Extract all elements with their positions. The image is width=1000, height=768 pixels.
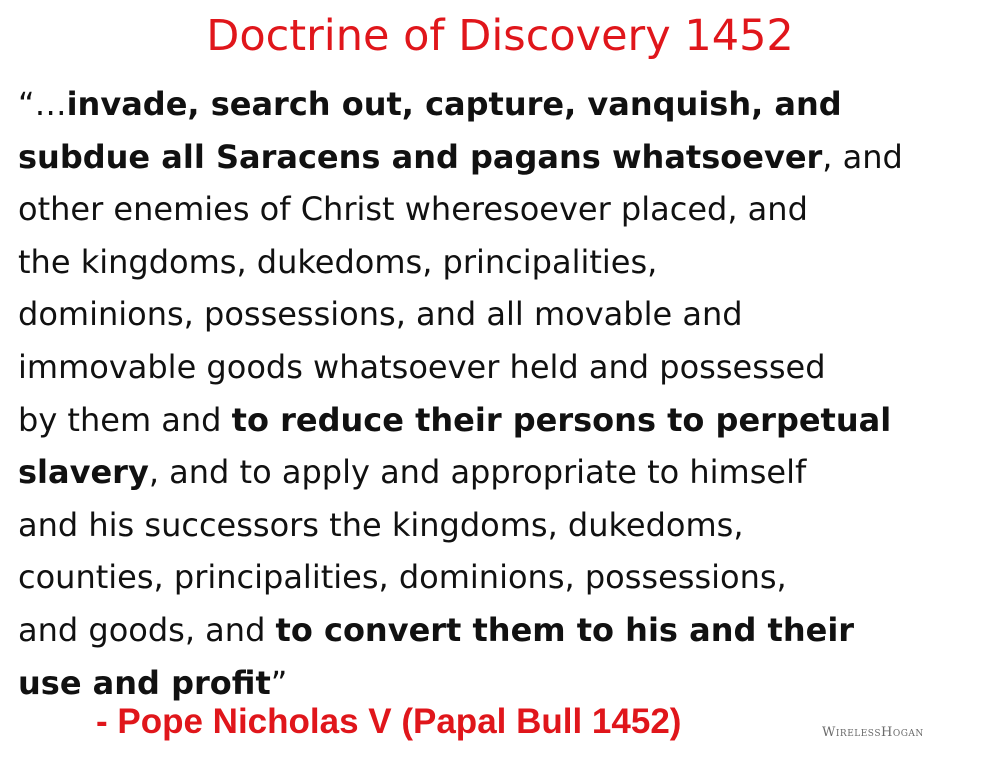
quote-segment-bold: to convert them to his and their: [275, 610, 855, 649]
quote-segment: counties, principalities, dominions, possessions,: [18, 558, 787, 597]
quote-segment: , and to apply and appropriate to himself: [148, 453, 807, 492]
quote-line: [18, 131, 988, 184]
quote-segment: dominions, possessions, and all movable and: [18, 295, 743, 334]
quote-line: [18, 78, 988, 131]
quote-segment-bold: subdue all Saracens and pagans whatsoever: [18, 137, 823, 176]
watermark: WirelessHogan: [822, 725, 924, 740]
quote-line: [18, 288, 988, 341]
quote-segment: , and: [822, 137, 903, 176]
quote-segment-bold: invade, search out, capture, vanquish, and: [66, 85, 842, 123]
quote-line: [18, 394, 988, 447]
attribution: - Pope Nicholas V (Papal Bull 1452): [96, 702, 682, 741]
quote-text: [18, 78, 988, 709]
quote-line: [18, 341, 988, 394]
quote-segment-bold: use and profit: [18, 663, 271, 702]
quote-line: [18, 604, 988, 657]
quote-line: [18, 183, 988, 236]
quote-line: [18, 446, 988, 499]
quote-segment: and goods, and: [18, 610, 276, 649]
quote-segment: the kingdoms, dukedoms, principalities,: [18, 242, 658, 281]
quote-segment-bold: to reduce their persons to perpetual: [231, 400, 892, 439]
quote-line: [18, 499, 988, 552]
quote-segment: “…: [18, 85, 67, 123]
quote-segment: ”: [270, 663, 288, 702]
quote-line: [18, 236, 988, 289]
quote-segment: by them and: [18, 400, 232, 439]
quote-segment: immovable goods whatsoever held and possessed: [18, 347, 826, 386]
quote-segment: and his successors the kingdoms, dukedoms,: [18, 505, 744, 544]
quote-line: [18, 551, 988, 604]
quote-segment: other enemies of Christ wheresoever placed, and: [18, 190, 808, 229]
page-title: Doctrine of Discovery 1452: [206, 11, 794, 61]
quote-segment-bold: slavery: [18, 453, 149, 492]
